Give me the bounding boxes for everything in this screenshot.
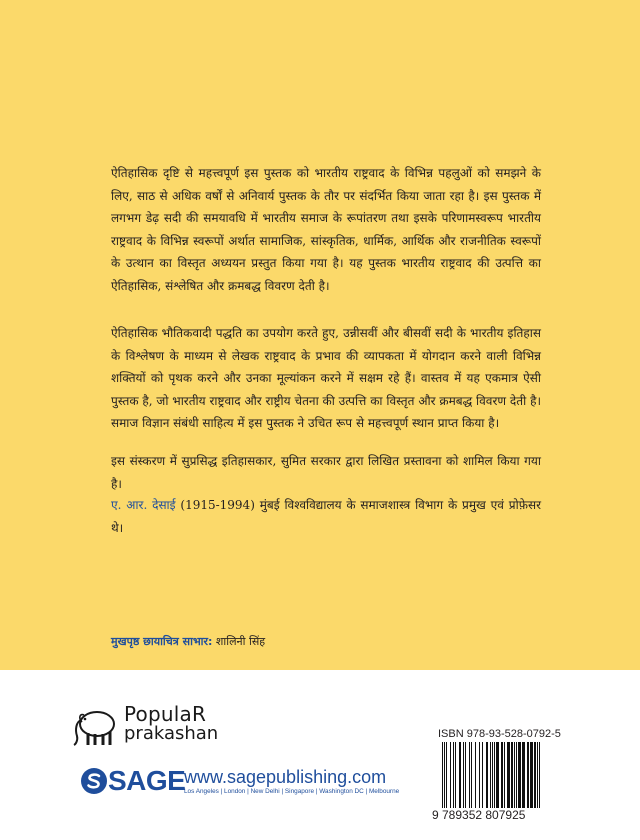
barcode-bar xyxy=(530,742,533,808)
isbn-barcode-digits: 9 789352 807925 xyxy=(432,808,526,822)
sage-wordmark: SAGE xyxy=(108,765,186,796)
author-name: ए. आर. देसाई xyxy=(111,498,176,512)
barcode-bar xyxy=(446,742,447,808)
barcode-bar xyxy=(463,742,464,808)
barcode-bar xyxy=(501,742,503,808)
barcode-bar xyxy=(492,742,493,808)
blurb-paragraph-1: ऐतिहासिक दृष्टि से महत्त्वपूर्ण इस पुस्तक को भारतीय राष्ट्रवाद के विभिन्न पहलुओं को समझने के लिए, साठ से अधिक वर्षों से अनिवार्य पुस्तक के तौर पर संदर्भित किया जाता रहा है। इस पुस्तक में लगभग डेढ़ सदी की समयावधि में भारतीय समाज के रूपांतरण तथा इसके परिणामस्वरूप भारतीय राष्ट्रवाद के विभिन्न स्वरूपों अर्थात सामाजिक, सांस्कृतिक, धार्मिक, आर्थिक और राजनीतिक स्वरूपों के उत्थान का विस्तृत अध्ययन प्रस्तुत किया गया है। यह पुस्तक भारतीय राष्ट्रवाद की उत्पत्ति का ऐतिहासिक, संश्लेषित और क्रमबद्ध विवरण देती है। xyxy=(111,166,541,293)
barcode-bar xyxy=(534,742,536,808)
barcode-bar xyxy=(471,742,472,808)
barcode-bar xyxy=(444,742,445,808)
barcode-bar xyxy=(465,742,466,808)
barcode-bar xyxy=(522,742,525,808)
sage-url[interactable]: www.sagepublishing.com xyxy=(184,767,387,787)
blurb-paragraph-2: ऐतिहासिक भौतिकवादी पद्धति का उपयोग करते हुए, उन्नीसवीं और बीसवीं सदी के भारतीय इतिहास के विश्लेषण के माध्यम से लेखक राष्ट्रवाद के प्रभाव की व्यापकता में योगदान करने वाली विभिन्न शक्तियों को पृथक करने और उनका मूल्यांकन करने में सक्षम रहे हैं। वास्तव में यह एकमात्र ऐसी पुस्तक है, जो भारतीय राष्ट्रवाद और राष्ट्रीय चेतना की उत्पत्ति का विस्तृत और क्रमबद्ध विवरण देती है। समाज विज्ञान संबंधी साहित्य में इस पुस्तक ने उचित रूप से महत्त्वपूर्ण स्थान प्राप्त किया है। xyxy=(111,326,541,430)
barcode-bar xyxy=(455,742,456,808)
sage-s-icon xyxy=(80,767,108,795)
barcode-bar xyxy=(442,742,443,808)
popular-wordmark-line2: prakashan xyxy=(124,723,219,744)
barcode-bar xyxy=(518,742,521,808)
elephant-icon xyxy=(70,700,120,750)
cover-credit-name: शालिनी सिंह xyxy=(212,635,266,648)
barcode-bar xyxy=(450,742,451,808)
barcode-bar xyxy=(539,742,540,808)
cover-photo-credit xyxy=(111,634,265,649)
barcode-bar xyxy=(537,742,538,808)
barcode-bar xyxy=(494,742,495,808)
barcode-bar xyxy=(507,742,510,808)
isbn-barcode xyxy=(440,742,578,808)
barcode-bar xyxy=(453,742,454,808)
barcode-bar xyxy=(490,742,491,808)
barcode-bar xyxy=(475,742,476,808)
isbn-label: ISBN 978-93-528-0792-5 xyxy=(438,728,561,740)
cover-credit-label: मुखपृष्ठ छायाचित्र साभार: xyxy=(111,635,213,648)
sage-cities: Los Angeles | London | New Delhi | Singapore | Washington DC | Melbourne xyxy=(184,788,400,795)
barcode-bar xyxy=(516,742,517,808)
barcode-bar xyxy=(511,742,513,808)
blurb-paragraph-3: इस संस्करण में सुप्रसिद्ध इतिहासकार, सुमित सरकार द्वारा लिखित प्रस्तावना को शामिल किया गया है। xyxy=(111,454,541,491)
author-bio-text: (1915-1994) मुंबई विश्वविद्यालय के समाजशास्त्र विभाग के प्रमुख एवं प्रोफ़ेसर थे। xyxy=(111,498,541,535)
barcode-bar xyxy=(527,742,529,808)
barcode-bar xyxy=(486,742,488,808)
barcode-bar xyxy=(504,742,505,808)
barcode-bar xyxy=(496,742,499,808)
barcode-bar xyxy=(459,742,461,808)
barcode-bar xyxy=(482,742,483,808)
barcode-bar xyxy=(479,742,480,808)
author-bio xyxy=(111,494,541,539)
barcode-bar xyxy=(514,742,515,808)
popular-wordmark-line1: PopulaR xyxy=(124,702,207,726)
barcode-bar xyxy=(469,742,470,808)
popular-prakashan-wordmark xyxy=(124,704,218,744)
